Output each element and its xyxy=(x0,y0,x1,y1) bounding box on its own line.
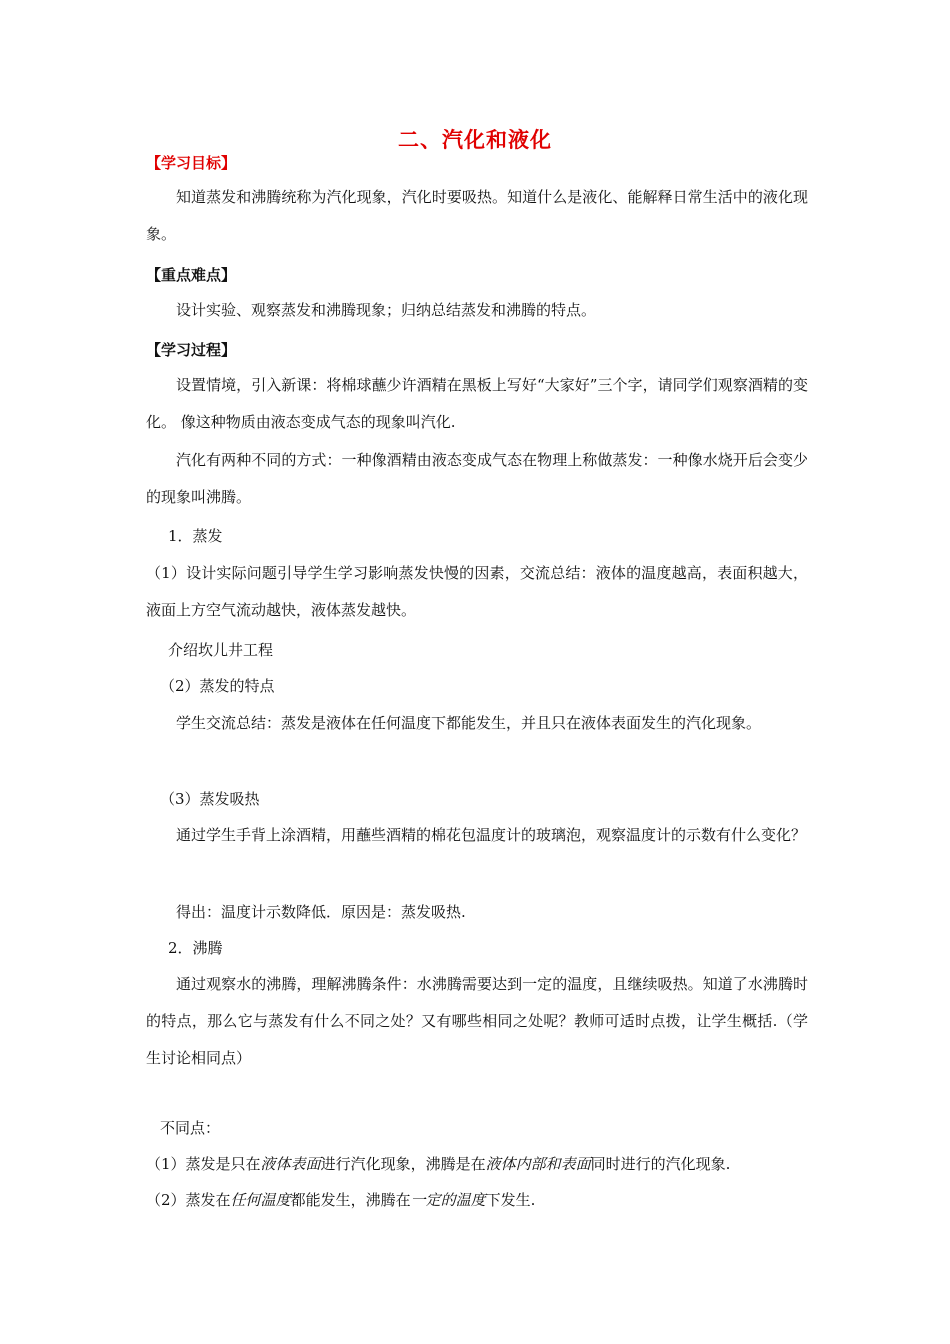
keypoints-heading: 【重点难点】 xyxy=(146,266,237,284)
objectives-heading: 【学习目标】 xyxy=(146,154,237,172)
process-paragraph-2: 汽化有两种不同的方式：一种像酒精由液态变成气态在物理上称做蒸发：一种像水烧开后会变少的现象叫沸腾。 xyxy=(146,451,808,506)
evaporation-point-2-text: 学生交流总结：蒸发是液体在任何温度下都能发生，并且只在液体表面发生的汽化现象。 xyxy=(176,714,762,732)
page-title: 二、汽化和液化 xyxy=(398,128,552,152)
boiling-heading: 2．沸腾 xyxy=(168,939,223,957)
process-paragraph-1: 设置情境，引入新课：将棉球蘸少许酒精在黑板上写好“大家好”三个字，请同学们观察酒精的变化。 像这种物质由液态变成气态的现象叫汽化. xyxy=(146,376,808,431)
liquid-surface-text: 液体表面 xyxy=(260,1155,321,1173)
boiling-text: 通过观察水的沸腾，理解沸腾条件：水沸腾需要达到一定的温度，且继续吸热。知道了水沸腾时的特点，那么它与蒸发有什么不同之处？又有哪些相同之处呢？教师可适时点拨，让学生概括.（学生讨论相同点） xyxy=(146,975,808,1067)
process-heading: 【学习过程】 xyxy=(146,341,237,359)
evaporation-point-3-heading: （3）蒸发吸热 xyxy=(160,790,260,808)
keypoints-text: 设计实验、观察蒸发和沸腾现象；归纳总结蒸发和沸腾的特点。 xyxy=(176,301,597,319)
certain-temperature-text: 一定的温度 xyxy=(410,1191,486,1209)
liquid-inside-surface-text: 液体内部和表面 xyxy=(485,1155,591,1173)
evaporation-heading: 1．蒸发 xyxy=(168,527,223,545)
evaporation-point-2-heading: （2）蒸发的特点 xyxy=(160,677,275,695)
difference-1: （1）蒸发是只在液体表面进行汽化现象，沸腾是在液体内部和表面同时进行的汽化现象. xyxy=(146,1155,731,1173)
karez-intro: 介绍坎儿井工程 xyxy=(168,641,274,659)
evaporation-result: 得出：温度计示数降低．原因是：蒸发吸热. xyxy=(176,903,466,921)
any-temperature-text: 任何温度 xyxy=(230,1191,291,1209)
evaporation-point-3-text: 通过学生手背上涂酒精，用蘸些酒精的棉花包温度计的玻璃泡，观察温度计的示数有什么变化？ xyxy=(176,826,807,844)
evaporation-point-1: （1）设计实际问题引导学生学习影响蒸发快慢的因素，交流总结：液体的温度越高，表面积越大，液面上方空气流动越快，液体蒸发越快。 xyxy=(146,564,808,619)
differences-heading: 不同点： xyxy=(160,1119,221,1137)
difference-2: （2）蒸发在任何温度都能发生，沸腾在一定的温度下发生. xyxy=(146,1191,536,1209)
objectives-text: 知道蒸发和沸腾统称为汽化现象，汽化时要吸热。知道什么是液化、能解释日常生活中的液化现象。 xyxy=(146,188,808,243)
